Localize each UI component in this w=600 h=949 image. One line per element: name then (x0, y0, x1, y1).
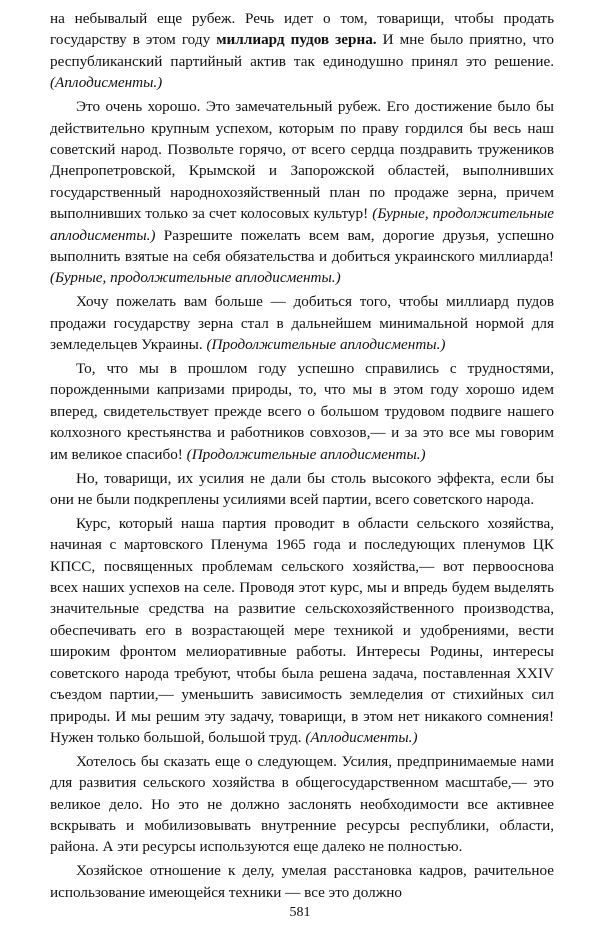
paragraph-8 (50, 860, 554, 903)
paragraph-1 (50, 8, 554, 94)
paragraph-3-applause: (Продолжительные аплодисменты.) (206, 336, 446, 354)
paragraph-7-text: Хотелось бы сказать еще о следующем. Усилия, предпринимаемые нами для развития сельского хозяйства в общегосударственном масштабе,— это великое дело. Но это не должно заслонять необходимости все активнее вскрывать и мобилизовывать внутренние ресурсы республики, области, района. А эти ресурсы используются еще далеко не полностью. (50, 752, 554, 856)
paragraph-2-text-cont: Разрешите пожелать всем вам, дорогие друзья, успешно выполнить взятые на себя обязательства и добиться украинского миллиарда! (50, 226, 554, 265)
paragraph-4-text: То, что мы в прошлом году успешно справились с трудностями, порожденными капризами природы, то, что мы в этом году хорошо идем вперед, свидетельствует прежде всего о большом трудовом подвиге нашего колхозного крестьянства и работников совхозов,— и за это все мы говорим им великое спасибо! (50, 360, 554, 463)
paragraph-2-applause-2: (Бурные, продолжительные аплодисменты.) (50, 269, 341, 287)
paragraph-1-bold-phrase: миллиард пудов зерна. (216, 31, 377, 49)
paragraph-4-applause: (Продолжительные аплодисменты.) (186, 445, 426, 463)
paragraph-2 (50, 96, 554, 289)
paragraph-1-text-cont: И мне было приятно, что республиканский партийный актив так единодушно принял это решение. (50, 31, 554, 70)
paragraph-2-text: Это очень хорошо. Это замечательный рубеж. Его достижение было бы действительно крупным успехом, которым по праву гордился бы весь наш советский народ. Позвольте горячо, от всего сердца поздравить тружеников Днепропетровской, Крымской и Запорожской областей, выполнивших государственный народнохозяйственный план по продаже зерна, причем выполнивших только за счет колосовых культур! (50, 98, 554, 223)
paragraph-7 (50, 751, 554, 858)
page-number: 581 (289, 905, 311, 920)
paragraph-6 (50, 513, 554, 748)
paragraph-4 (50, 358, 554, 465)
paragraph-8-text: Хозяйское отношение к делу, умелая расстановка кадров, рачительное использование имеющейся техники — все это должно (50, 862, 554, 901)
paragraph-5-text: Но, товарищи, их усилия не дали бы столь высокого эффекта, если бы они не были подкреплены усилиями всей партии, всего советского народа. (50, 469, 554, 508)
paragraph-3-text: Хочу пожелать вам больше — добиться того, чтобы миллиард пудов продажи государству зерна стал в дальнейшем минимальной нормой для земледельцев Украины. (50, 293, 554, 354)
paragraph-6-applause: (Аплодисменты.) (305, 728, 418, 746)
paragraph-1-applause: (Аплодисменты.) (50, 74, 163, 92)
text-column (50, 8, 554, 906)
paragraph-3 (50, 291, 554, 355)
paragraph-2-applause-1: (Бурные, продолжительные аплодисменты.) (50, 205, 554, 244)
paragraph-1-text: на небывалый еще рубеж. Речь идет о том, товарищи, чтобы продать государству в этом году (50, 10, 554, 49)
paragraph-6-text: Курс, который наша партия проводит в области сельского хозяйства, начиная с мартовского Пленума 1965 года и последующих пленумов ЦК КПСС, посвященных проблемам сельского хозяйства,— вот первооснова всех наших успехов на селе. Проводя этот курс, мы и впредь будем выделять значительные средства на развитие сельскохозяйственного производства, обеспечивать его в возрастающей мере техникой и удобрениями, вести широким фронтом мелиоративные работы. Интересы Родины, интересы советского народа требуют, чтобы была решена задача, поставленная XXIV съездом партии,— уменьшить зависимость земледелия от стихийных сил природы. И мы решим эту задачу, товарищи, в этом нет никакого сомнения! Нужен только большой, большой труд. (50, 514, 554, 746)
paragraph-5 (50, 468, 554, 511)
